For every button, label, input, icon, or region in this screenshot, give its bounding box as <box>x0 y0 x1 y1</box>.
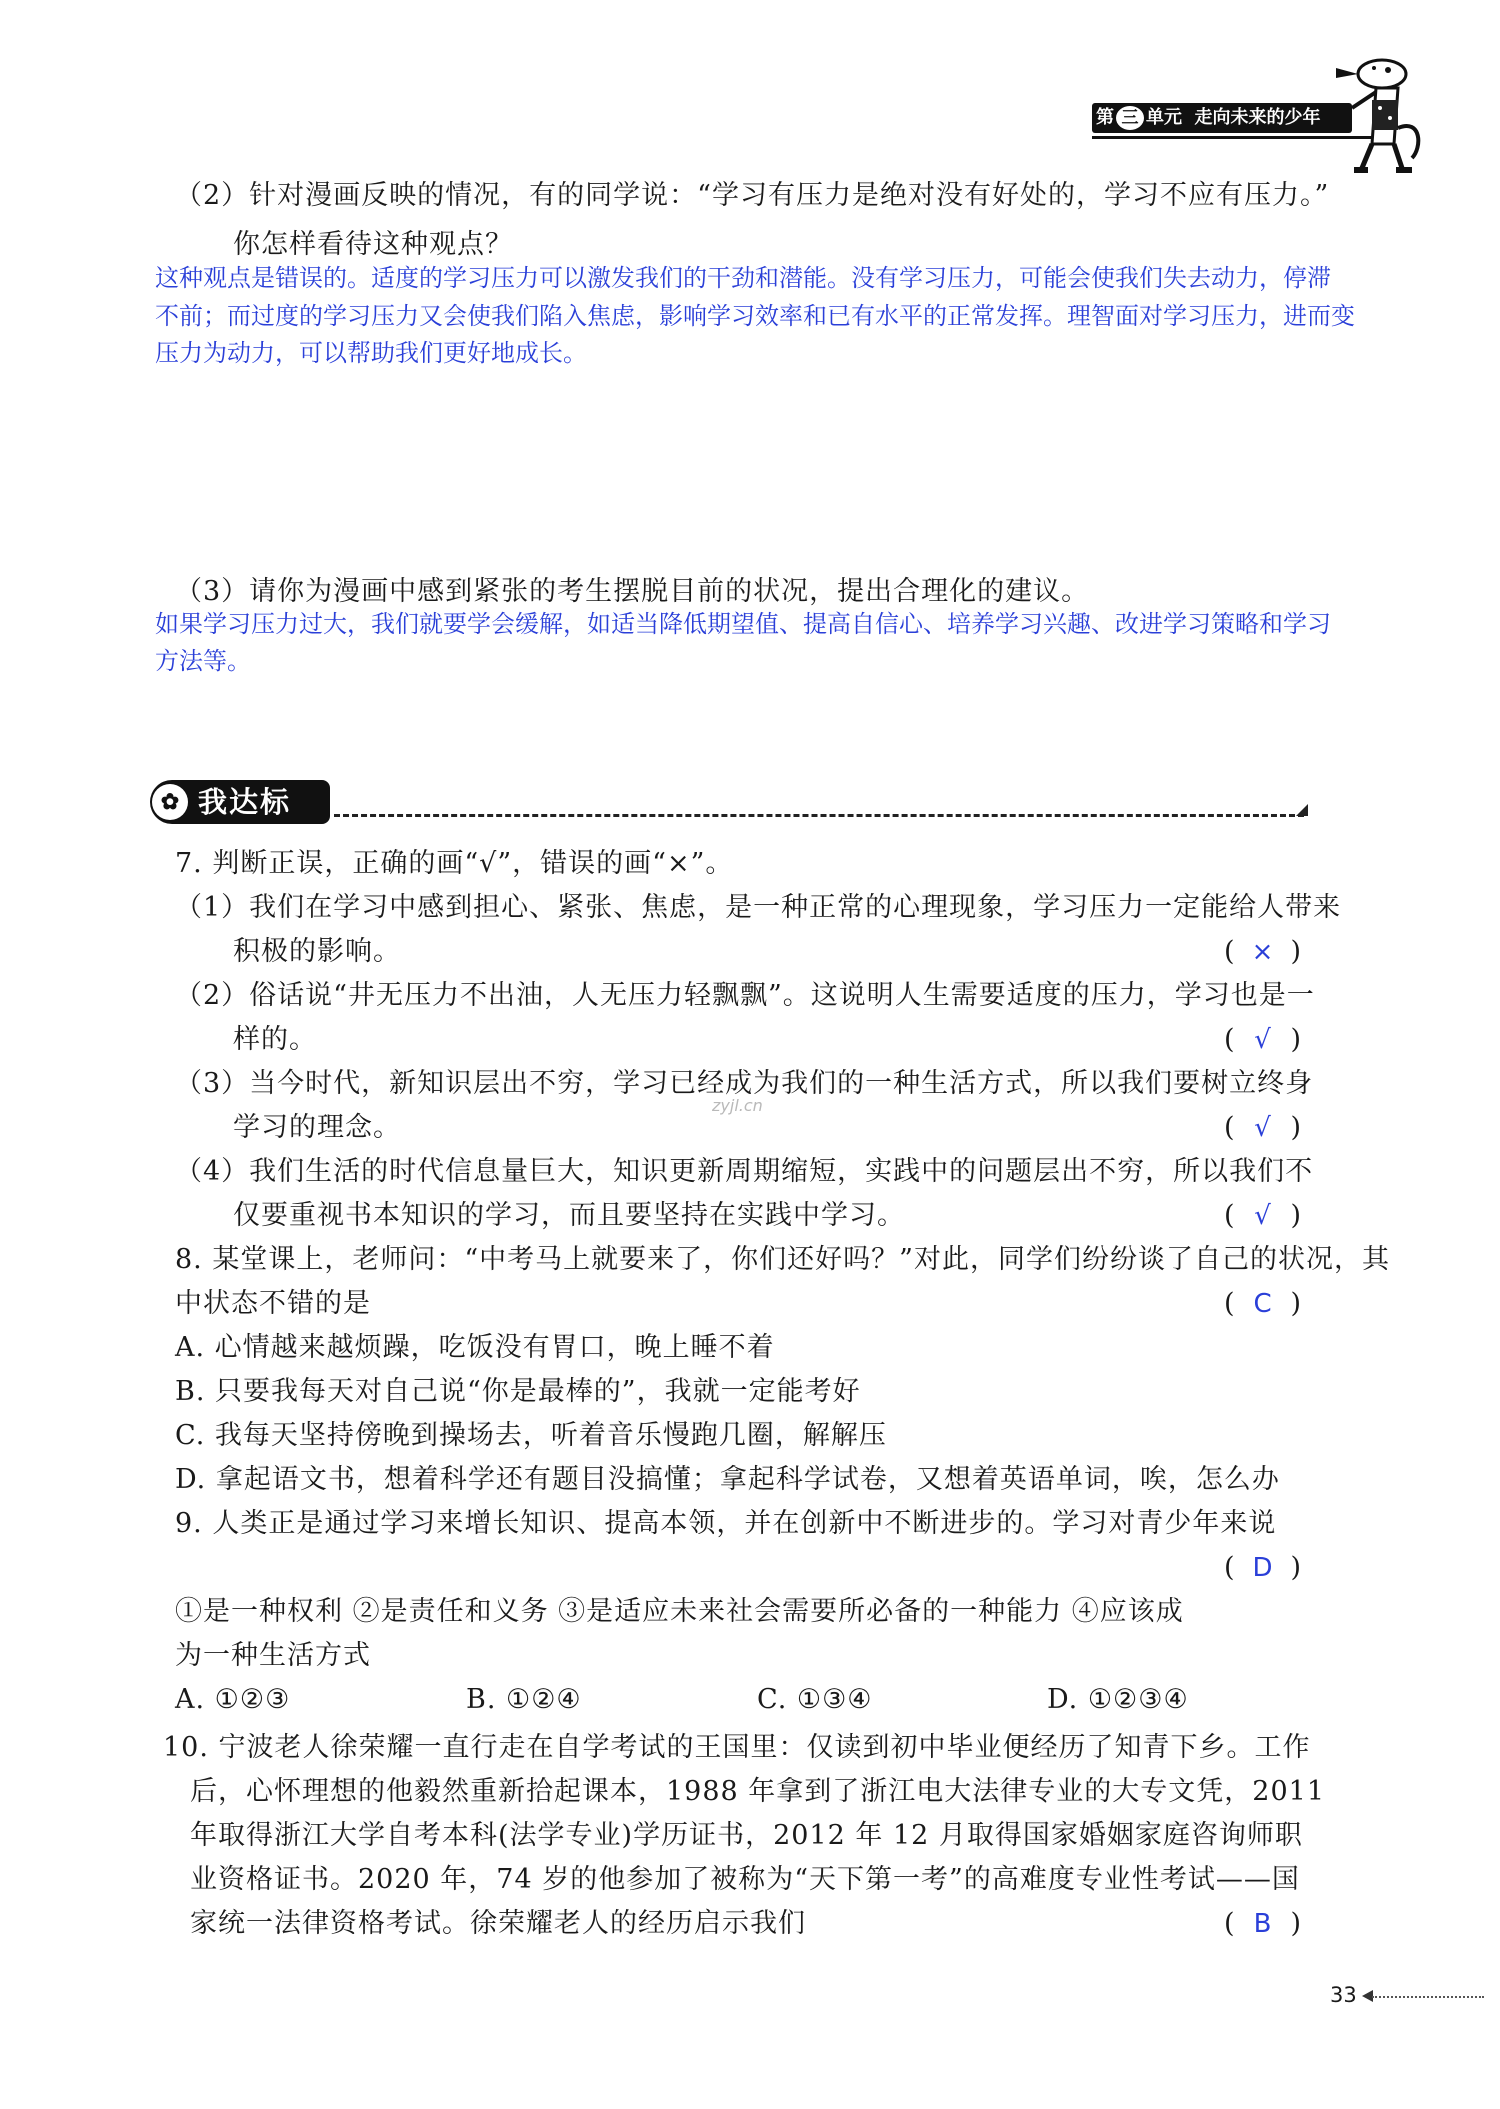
q7-item3-answer: √ <box>1254 1113 1271 1143</box>
q9-option-a: A. ①②③ <box>175 1684 291 1715</box>
q10-line2: 后，心怀理想的他毅然重新拾起课本，1988 年拿到了浙江电大法律专业的大专文凭，2011 <box>190 1776 1326 1807</box>
page-dotted-rule <box>1372 1996 1484 1998</box>
q8-option-a: A. 心情越来越烦躁，吃饭没有胃口，晚上睡不着 <box>175 1332 775 1363</box>
q7-item3-line1: （3）当今时代，新知识层出不穷，学习已经成为我们的一种生活方式，所以我们要树立终身 <box>175 1068 1314 1099</box>
q9-line1: 9. 人类正是通过学习来增长知识、提高本领，并在创新中不断进步的。学习对青少年来说 <box>175 1508 1277 1539</box>
q7-item2-line1: （2）俗话说“井无压力不出油，人无压力轻飘飘”。这说明人生需要适度的压力，学习也是一 <box>175 980 1315 1011</box>
q8-option-c: C. 我每天坚持傍晚到操场去，听着音乐慢跑几圈，解解压 <box>175 1420 887 1451</box>
q9-statements-line2: 为一种生活方式 <box>175 1640 371 1671</box>
q7-item4-answer-slot: ( √ ) <box>1224 1196 1301 1236</box>
q8-line2: 中状态不错的是 <box>175 1288 371 1319</box>
q6-sub2-line2: 你怎样看待这种观点？ <box>233 229 513 260</box>
unit-header <box>1096 103 1321 133</box>
q9-option-c: C. ①③④ <box>757 1684 873 1715</box>
q9-answer: D <box>1252 1553 1273 1583</box>
q7-item1-line2: 积极的影响。 <box>233 936 401 967</box>
q6-sub2-answer-line2: 不前；而过度的学习压力又会使我们陷入焦虑，影响学习效率和已有水平的正常发挥。理智面对学习压力，进而变 <box>155 302 1355 330</box>
q10-line4: 业资格证书。2020 年，74 岁的他参加了被称为“天下第一考”的高难度专业性考试——国 <box>190 1864 1300 1895</box>
q7-item4-line2: 仅要重视书本知识的学习，而且要坚持在实践中学习。 <box>233 1200 905 1231</box>
cheetah-mascot-icon <box>1332 48 1424 180</box>
q6-sub2-answer-line3: 压力为动力，可以帮助我们更好地成长。 <box>155 339 587 367</box>
q9-option-d: D. ①②③④ <box>1047 1684 1189 1715</box>
q7-stem: 7. 判断正误，正确的画“√”，错误的画“×”。 <box>175 848 734 879</box>
section-dashed-rule <box>334 814 1304 817</box>
q7-item1-answer-slot: ( × ) <box>1224 932 1301 972</box>
q9-statements-line1: ①是一种权利 ②是责任和义务 ③是适应未来社会需要所必备的一种能力 ④应该成 <box>175 1596 1184 1627</box>
unit-number: 三 <box>1116 106 1144 130</box>
q7-item3-line2: 学习的理念。 <box>233 1112 401 1143</box>
q6-sub2-answer-line1: 这种观点是错误的。适度的学习压力可以激发我们的干劲和潜能。没有学习压力，可能会使我们失去动力，停滞 <box>155 264 1331 292</box>
q9-option-b: B. ①②④ <box>466 1684 582 1715</box>
unit-suffix: 单元 <box>1146 107 1182 128</box>
q7-item4-answer: √ <box>1254 1201 1271 1231</box>
unit-title: 走向未来的少年 <box>1194 107 1321 128</box>
section-rule-end-marker <box>1296 804 1308 816</box>
q8-answer: C <box>1253 1289 1272 1319</box>
q8-line1: 8. 某堂课上，老师问：“中考马上就要来了，你们还好吗？”对此，同学们纷纷谈了自己的状况，其 <box>175 1244 1390 1275</box>
q10-answer: B <box>1253 1909 1272 1939</box>
section-title: 我达标 <box>198 785 292 819</box>
q7-item4-line1: （4）我们生活的时代信息量巨大，知识更新周期缩短，实践中的问题层出不穷，所以我们不 <box>175 1156 1314 1187</box>
q10-line1: 10. 宁波老人徐荣耀一直行走在自学考试的王国里：仅读到初中毕业便经历了知青下乡。工作 <box>163 1732 1311 1763</box>
q6-sub3-answer-line2: 方法等。 <box>155 647 251 675</box>
q7-item2-answer: √ <box>1254 1025 1271 1055</box>
page-number: 33 <box>1330 1983 1357 2007</box>
watermark: zyjl.cn <box>712 1096 763 1115</box>
q6-sub3-line1: （3）请你为漫画中感到紧张的考生摆脱目前的状况，提出合理化的建议。 <box>175 576 1090 607</box>
q8-option-b: B. 只要我每天对自己说“你是最棒的”，我就一定能考好 <box>175 1376 861 1407</box>
unit-prefix: 第 <box>1096 107 1114 128</box>
gear-icon: ✿ <box>152 784 188 820</box>
q10-line5: 家统一法律资格考试。徐荣耀老人的经历启示我们 <box>190 1908 806 1939</box>
q7-item1-line1: （1）我们在学习中感到担心、紧张、焦虑，是一种正常的心理现象，学习压力一定能给人带来 <box>175 892 1342 923</box>
q6-sub3-answer-line1: 如果学习压力过大，我们就要学会缓解，如适当降低期望值、提高自信心、培养学习兴趣、改进学习策略和学习 <box>155 610 1331 638</box>
q7-item1-answer: × <box>1251 937 1274 967</box>
q8-answer-slot: ( C ) <box>1224 1284 1301 1324</box>
q8-option-d: D. 拿起语文书，想着科学还有题目没搞懂；拿起科学试卷，又想着英语单词，唉，怎么办 <box>175 1464 1280 1495</box>
q7-item2-answer-slot: ( √ ) <box>1224 1020 1301 1060</box>
q7-item2-line2: 样的。 <box>233 1024 317 1055</box>
q7-item3-answer-slot: ( √ ) <box>1224 1108 1301 1148</box>
q9-answer-slot: ( D ) <box>1224 1548 1301 1588</box>
q10-answer-slot: ( B ) <box>1224 1904 1301 1944</box>
q10-line3: 年取得浙江大学自考本科(法学专业)学历证书，2012 年 12 月取得国家婚姻家庭咨询师职 <box>190 1820 1303 1851</box>
q6-sub2-line1: （2）针对漫画反映的情况，有的同学说：“学习有压力是绝对没有好处的，学习不应有压力。” <box>175 180 1330 211</box>
